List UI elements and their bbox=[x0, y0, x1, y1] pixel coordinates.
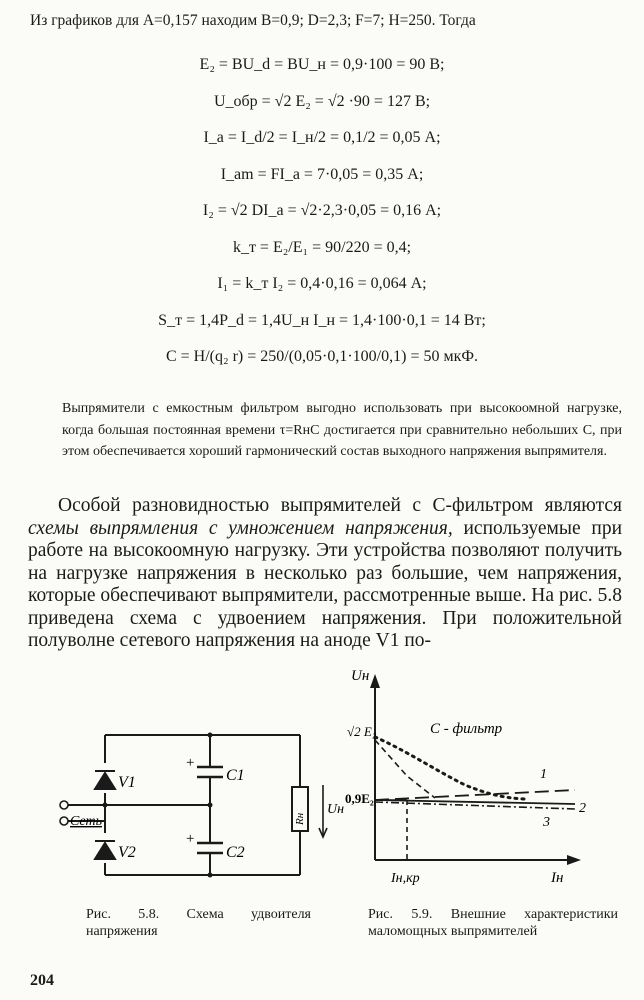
intro-text: Из графиков для A=0,157 находим B=0,9; D=2,3; F=7; H=250. Тогда bbox=[30, 12, 476, 29]
label-y-axis: Uн bbox=[351, 668, 370, 684]
main-paragraph bbox=[28, 495, 622, 653]
mains-terminal-icon bbox=[60, 801, 68, 809]
main-paragraph-start: Особой разновидностью выпрямителей с C-фильтром являются bbox=[58, 495, 622, 516]
equation: C = H/(q₂ r) = 250/(0,05·0,1·100/0,1) = 50 мкФ. bbox=[165, 348, 479, 365]
label-x-axis: Iн bbox=[551, 870, 564, 886]
curve-1 bbox=[375, 790, 575, 800]
external-characteristics-graph bbox=[345, 660, 635, 890]
label-curve-1: 1 bbox=[540, 767, 547, 782]
label-curve-2: 2 bbox=[579, 801, 586, 816]
label-v2: V2 bbox=[118, 844, 136, 861]
voltage-doubler-circuit bbox=[40, 675, 345, 890]
equation: I₂ = √2 DI_a = √2·2,3·0,05 = 0,16 А; bbox=[202, 202, 442, 219]
capacitor-c2-symbol bbox=[195, 843, 225, 853]
y-axis-arrow-icon bbox=[370, 674, 380, 688]
label-c1: C1 bbox=[226, 767, 245, 784]
label-y-mid: 0,9E₂ bbox=[345, 791, 374, 806]
diode-v2-symbol bbox=[95, 833, 115, 863]
main-paragraph-end: используемые при работе на высокоомную нагрузку. Эти устройства позволяют получить на нагрузке напряжения в несколько раз большие, чем напряжения, которые обеспечивают выпрямители, рассмотренные выше. На рис. 5.8 приведена схема с удвоением напряжения. При положительной полуволне сетевого напряжения на аноде V1 по- bbox=[28, 517, 622, 651]
mains-terminal-icon bbox=[60, 817, 68, 825]
x-axis-arrow-icon bbox=[567, 855, 581, 865]
equation: I_am = FI_a = 7·0,05 = 0,35 А; bbox=[220, 165, 424, 183]
label-curve-3: 3 bbox=[543, 815, 550, 830]
equation: k_т = E₂/E₁ = 90/220 = 0,4; bbox=[232, 238, 412, 256]
label-set: Сеть bbox=[70, 814, 102, 829]
label-plus-c1: + bbox=[186, 755, 195, 771]
label-filter: C - фильтр bbox=[430, 721, 503, 737]
equation-list bbox=[0, 55, 644, 384]
curve-c-filter bbox=[375, 737, 525, 799]
figure-5-8-caption: Рис. 5.8. Схема удвоителя напряжения bbox=[86, 907, 311, 939]
equation: U_обр = √2 E₂ = √2 ·90 = 127 В; bbox=[213, 92, 431, 110]
equation: E₂ = BU_d = BU_н = 0,9·100 = 90 В; bbox=[199, 56, 445, 73]
equation: I₁ = k_т I₂ = 0,4·0,16 = 0,064 А; bbox=[217, 275, 427, 292]
figure-5-9-caption: Рис. 5.9. Внешние характеристики маломощных выпрямителей bbox=[368, 907, 618, 939]
capacitor-c1-symbol bbox=[195, 767, 225, 777]
diode-v1-symbol bbox=[95, 763, 115, 793]
small-paragraph: Выпрямители с емкостным фильтром выгодно использовать при высокоомной нагрузке, когда большая постоянная времени τ=RнC достигается при сравнительно небольших C, при этом обеспечивается хороший гармонический состав выходного напряжения выпрямителя. bbox=[62, 401, 622, 459]
equation: S_т = 1,4P_d = 1,4U_н I_н = 1,4·100·0,1 = 14 Вт; bbox=[158, 311, 486, 329]
label-plus-c2: + bbox=[186, 831, 195, 847]
label-y-top: √2 E₂ bbox=[347, 724, 377, 739]
label-un: Uн bbox=[327, 802, 345, 817]
output-voltage-arrow bbox=[319, 785, 327, 837]
label-v1: V1 bbox=[118, 774, 136, 791]
label-rn: Rн bbox=[294, 812, 306, 825]
label-x-mark: Iн,кр bbox=[391, 871, 420, 886]
equation: I_a = I_d/2 = I_н/2 = 0,1/2 = 0,05 А; bbox=[203, 129, 441, 146]
main-paragraph-emphasis: схемы выпрямления с умножением напряжения, bbox=[28, 517, 453, 539]
page-number: 204 bbox=[30, 972, 54, 989]
label-c2: C2 bbox=[226, 844, 245, 861]
